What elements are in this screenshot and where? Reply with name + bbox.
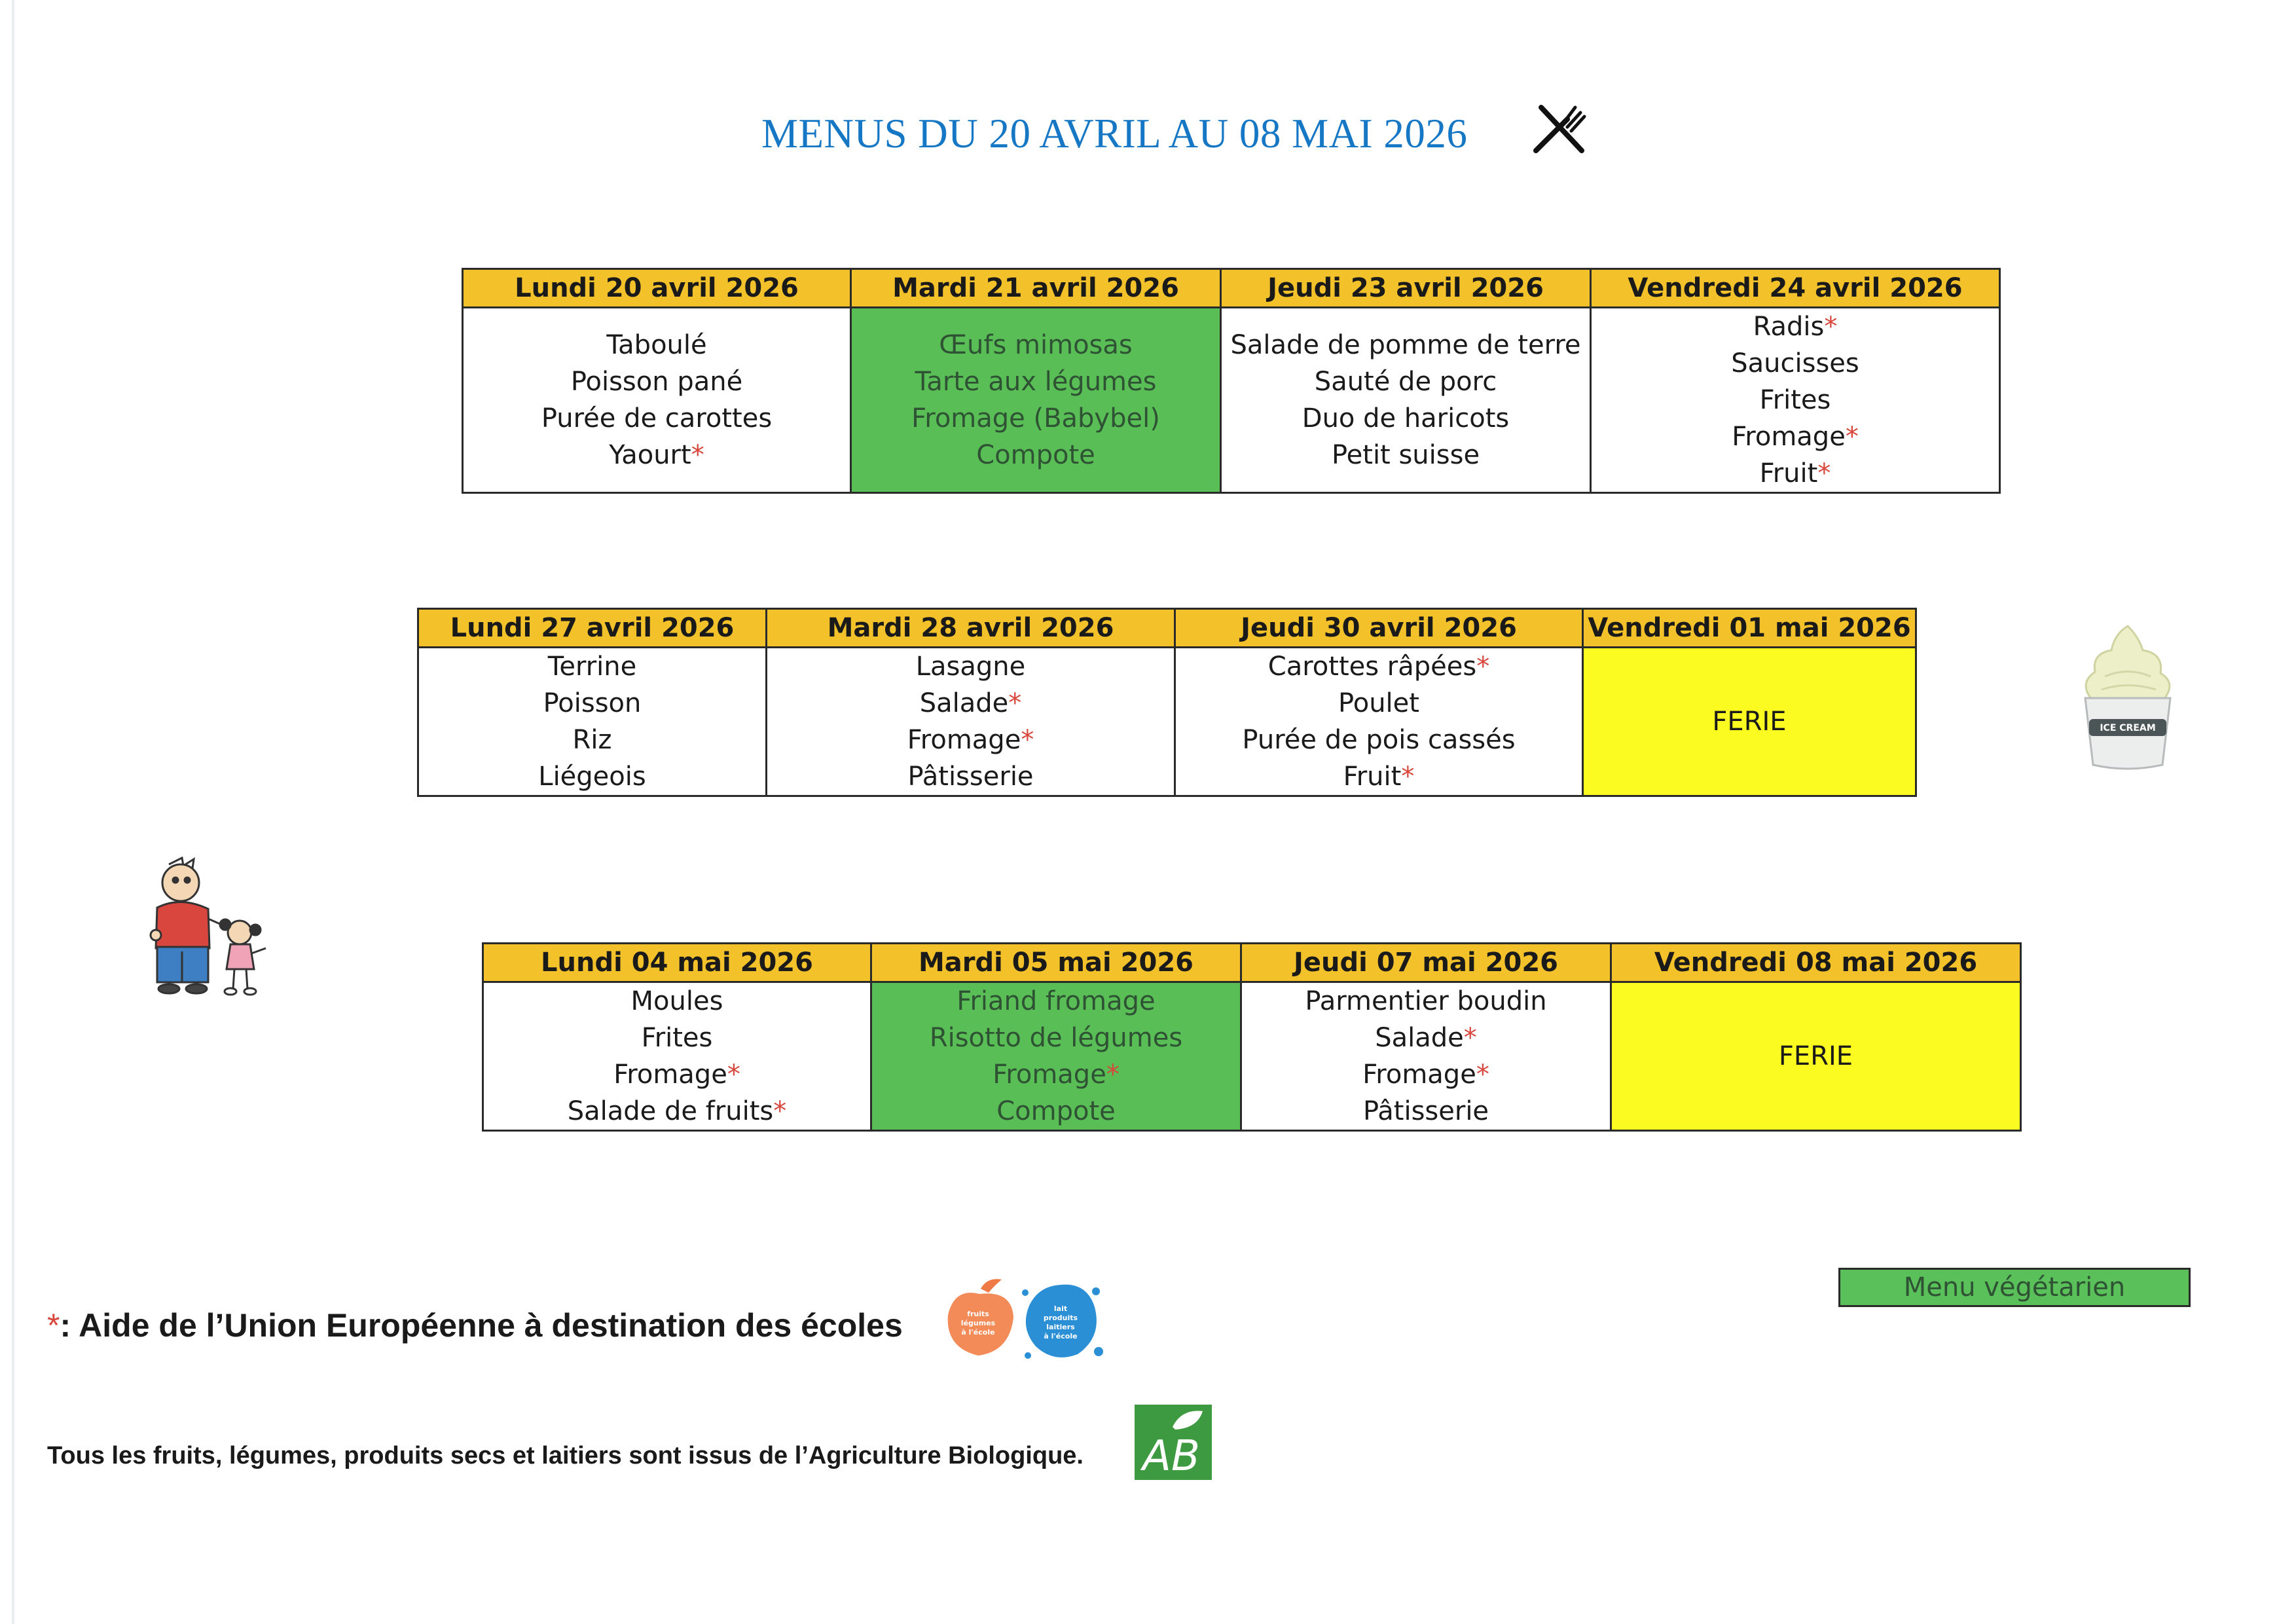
menu-item-text: Duo de haricots [1302,403,1510,434]
menu-cell [1221,308,1591,493]
menu-item-text: Compote [976,440,1095,470]
menu-item [767,648,1174,685]
menu-item-text: Fromage [907,725,1021,755]
holiday-cell [1583,648,1916,796]
menu-item [419,685,765,722]
menu-cell [767,648,1175,796]
menu-item [1222,327,1590,363]
ice-cream-illustration [2066,621,2190,773]
menu-item [464,327,850,363]
menu-item [1222,400,1590,437]
eu-aid-asterisk: * [727,1060,740,1090]
menu-item [767,758,1174,795]
ice-cream-label: ICE CREAM [2100,723,2156,733]
menu-item-text: Fruit [1759,458,1818,489]
day-header: Lundi 04 mai 2026 [483,944,871,982]
menu-item [419,648,765,685]
menu-item-text: Purée de carottes [541,403,773,434]
menu-item-text: Terrine [547,652,637,682]
menu-item [852,363,1220,400]
menu-item [1222,363,1590,400]
menu-item [852,437,1220,473]
menu-item [767,685,1174,722]
menu-item-text: Frites [1759,385,1831,415]
menu-item [419,722,765,758]
menu-item-text: FERIE [1778,1041,1853,1071]
menu-item [1592,345,1999,382]
menu-item [872,983,1240,1020]
menu-item-text: Frites [641,1023,713,1053]
page-title: MENUS DU 20 AVRIL AU 08 MAI 2026 [761,111,1468,157]
menu-item-text: Fromage [1732,422,1846,452]
eu-aid-asterisk: * [1106,1060,1120,1090]
menu-item [767,722,1174,758]
menu-item-text: Liégeois [538,762,646,792]
day-header: Vendredi 24 avril 2026 [1591,269,2000,308]
day-header: Lundi 27 avril 2026 [418,609,767,648]
menu-item-text: Salade [919,688,1009,718]
menu-item [1592,418,1999,455]
menu-item [852,327,1220,363]
cutlery-icon [1529,98,1588,157]
eu-aid-asterisk: * [1476,652,1490,682]
menu-item-text: Moules [630,986,723,1016]
menu-item [1242,1020,1610,1056]
eu-aid-asterisk: * [1824,312,1838,342]
day-header: Jeudi 07 mai 2026 [1241,944,1611,982]
menu-item [872,1020,1240,1056]
menu-item-text: Œufs mimosas [939,330,1133,360]
menu-item [464,437,850,473]
asterisk-mark: * [47,1307,60,1344]
day-header: Mardi 05 mai 2026 [871,944,1241,982]
menu-item-text: Tarte aux légumes [915,367,1157,397]
menu-item-text: Poisson pané [570,367,743,397]
menu-item [1242,1056,1610,1093]
menu-item-text: Parmentier boudin [1305,986,1547,1016]
menu-cell [463,308,851,493]
menu-item-text: Poisson [543,688,642,718]
menu-item-text: Sauté de porc [1314,367,1497,397]
menu-item [1222,437,1590,473]
eu-aid-asterisk: * [1463,1023,1477,1053]
menu-item [872,1056,1240,1093]
eu-aid-asterisk: * [1401,762,1415,792]
vegetarian-legend: Menu végétarien [1838,1268,2191,1307]
menu-item-text: Carottes râpées [1267,652,1477,682]
menu-item [1592,455,1999,492]
parent-child-illustration [143,857,271,1001]
menu-cell [1591,308,2000,493]
svg-text:légumes: légumes [960,1319,996,1327]
eu-aid-note [47,1306,903,1344]
eu-colon: : [60,1307,71,1344]
ab-organic-logo [1135,1405,1212,1480]
menu-item-text: Yaourt [609,440,691,470]
menu-item [1592,308,1999,345]
day-header: Jeudi 30 avril 2026 [1175,609,1583,648]
menu-item [484,1093,870,1130]
eu-aid-asterisk: * [1476,1060,1489,1090]
menu-item [1242,983,1610,1020]
menu-item-text: Saucisses [1731,348,1859,378]
eu-aid-asterisk: * [1008,688,1022,718]
week-table-1 [462,268,2001,494]
eu-aid-asterisk: * [773,1096,787,1126]
menu-item-text: Poulet [1338,688,1419,718]
fruits-legumes-logo [941,1276,1020,1361]
day-header: Jeudi 23 avril 2026 [1221,269,1591,308]
eu-aid-asterisk: * [1817,458,1831,489]
svg-text:à l'école: à l'école [961,1328,995,1337]
organic-note: Tous les fruits, légumes, produits secs et laitiers sont issus de l’Agriculture Biologique. [47,1442,1084,1469]
menu-item [1176,648,1582,685]
menu-item [464,363,850,400]
menu-item [464,400,850,437]
menu-item-text: Fromage [1362,1060,1476,1090]
eu-aid-asterisk: * [691,440,704,470]
menu-cell [483,982,871,1131]
svg-text:produits: produits [1043,1314,1078,1322]
menu-item-text: Salade [1375,1023,1464,1053]
day-header: Vendredi 01 mai 2026 [1583,609,1916,648]
lait-produits-laitiers-logo [1019,1278,1104,1363]
menu-item-text: Salade de fruits [567,1096,774,1126]
menu-item-text: Fruit [1343,762,1402,792]
menu-item-text: Lasagne [915,652,1026,682]
menu-item [484,983,870,1020]
holiday-label [1612,1038,2020,1075]
menu-item-text: Petit suisse [1331,440,1480,470]
menu-item-text: Fromage (Babybel) [911,403,1160,434]
menu-item [872,1093,1240,1130]
menu-item [1176,722,1582,758]
menu-item-text: Friand fromage [957,986,1156,1016]
menu-item-text: Risotto de légumes [929,1023,1183,1053]
menu-item-text: FERIE [1712,707,1787,737]
svg-text:lait: lait [1053,1304,1068,1313]
menu-item-text: Radis [1753,312,1825,342]
holiday-cell [1611,982,2021,1131]
menu-item-text: Purée de pois cassés [1242,725,1516,755]
menu-cell [1241,982,1611,1131]
menu-item [484,1056,870,1093]
svg-text:à l'école: à l'école [1044,1332,1078,1340]
holiday-label [1584,703,1915,740]
menu-item [852,400,1220,437]
menu-item [1592,382,1999,418]
menu-cell [851,308,1221,493]
svg-text:fruits: fruits [967,1310,989,1318]
day-header: Lundi 20 avril 2026 [463,269,851,308]
eu-aid-asterisk: * [1845,422,1859,452]
menu-item [1242,1093,1610,1130]
svg-text:laitiers: laitiers [1046,1323,1075,1331]
menu-item [1176,758,1582,795]
menu-item [484,1020,870,1056]
menu-item [419,758,765,795]
week-table-2 [417,608,1917,797]
menu-cell [871,982,1241,1131]
menu-item-text: Riz [572,725,612,755]
menu-cell [1175,648,1583,796]
menu-item-text: Taboulé [606,330,707,360]
week-table-3 [482,942,2022,1132]
menu-cell [418,648,767,796]
day-header: Mardi 21 avril 2026 [851,269,1221,308]
eu-aid-asterisk: * [1021,725,1034,755]
menu-item-text: Pâtisserie [1362,1096,1489,1126]
menu-item-text: Fromage [993,1060,1106,1090]
menu-item-text: Pâtisserie [907,762,1034,792]
ab-logo-text: AB [1142,1432,1200,1480]
menu-item [1176,685,1582,722]
menu-item-text: Fromage [613,1060,727,1090]
day-header: Vendredi 08 mai 2026 [1611,944,2021,982]
eu-aid-text: Aide de l’Union Européenne à destination des écoles [79,1307,903,1344]
page-edge [12,0,14,1624]
menu-item-text: Salade de pomme de terre [1230,330,1581,360]
day-header: Mardi 28 avril 2026 [767,609,1175,648]
menu-item-text: Compote [996,1096,1116,1126]
